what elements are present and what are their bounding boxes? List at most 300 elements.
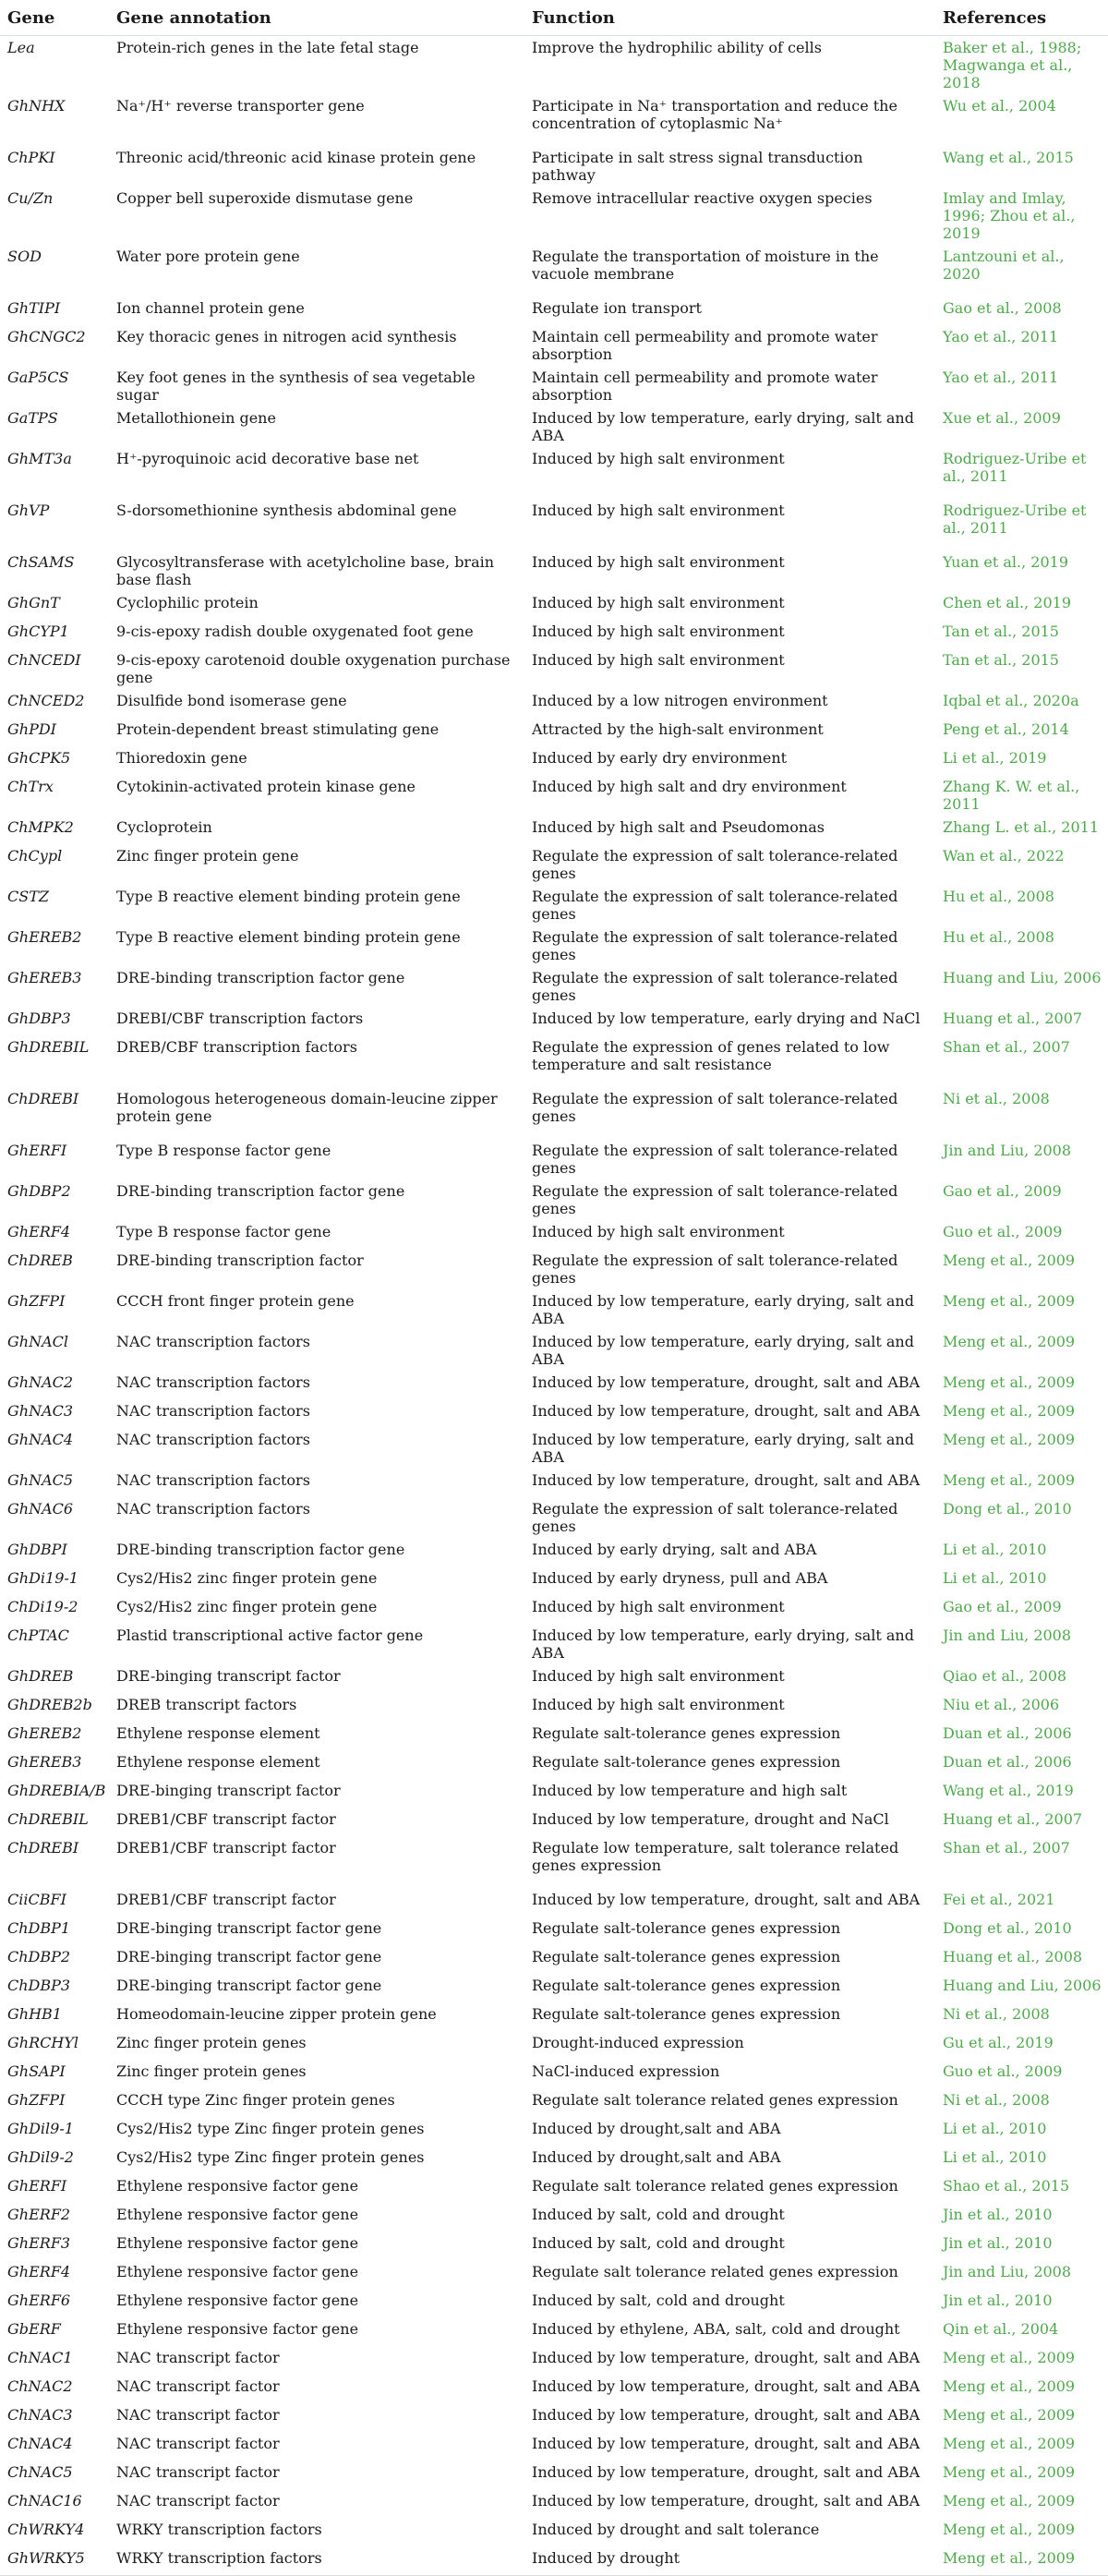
table-row	[0, 718, 1108, 746]
gene-cell: GhEREB2	[7, 1724, 82, 1742]
table-row	[0, 591, 1108, 620]
function-cell: NaCl-induced expression	[532, 2062, 720, 2080]
annotation-cell: Disulfide bond isomerase gene	[116, 692, 347, 709]
table-row	[0, 366, 1108, 406]
table-row	[0, 2518, 1108, 2546]
reference-link[interactable]: Yao et al., 2011	[943, 328, 1059, 345]
table-row	[0, 2260, 1108, 2289]
function-cell: Induced by a low nitrogen environment	[532, 692, 828, 709]
reference-link[interactable]: Dong et al., 2010	[943, 1919, 1072, 1937]
function-cell: Regulate low temperature, salt tolerance related genes expression	[532, 1839, 899, 1874]
reference-link[interactable]: Ni et al., 2008	[943, 1090, 1050, 1107]
annotation-cell: Cycloprotein	[116, 818, 212, 836]
table-body	[0, 36, 1108, 2576]
reference-link[interactable]: Gu et al., 2019	[943, 2034, 1054, 2051]
function-cell: Induced by low temperature, drought, salt and ABA	[532, 2349, 921, 2366]
function-cell: Induced by high salt and Pseudomonas	[532, 818, 825, 836]
table-row	[0, 146, 1108, 187]
reference-link[interactable]: Dong et al., 2010	[943, 1500, 1072, 1518]
function-cell: Induced by salt, cold and drought	[532, 2206, 785, 2223]
function-cell: Participate in Na⁺ transportation and reduce the concentration of cytoplasmic Na⁺	[532, 97, 897, 132]
function-cell: Regulate the expression of salt tolerance-related genes	[532, 1252, 898, 1287]
gene-cell: ChNAC4	[7, 2435, 73, 2452]
annotation-cell: DREB1/CBF transcript factor	[116, 1810, 336, 1828]
function-cell: Regulate salt-tolerance genes expression	[532, 2005, 841, 2023]
reference-link[interactable]: Zhang K. W. et al., 2011	[943, 778, 1080, 813]
reference-link[interactable]: Zhang L. et al., 2011	[943, 818, 1100, 836]
annotation-cell: NAC transcription factors	[116, 1373, 310, 1391]
table-row	[0, 844, 1108, 885]
reference-link[interactable]: Li et al., 2010	[943, 1569, 1047, 1587]
reference-link[interactable]: Meng et al., 2009	[943, 2377, 1076, 2395]
gene-cell: GhDi19-1	[7, 1569, 78, 1587]
annotation-cell: DREB1/CBF transcript factor	[116, 1839, 336, 1856]
annotation-cell: Key thoracic genes in nitrogen acid synthesis	[116, 328, 457, 345]
annotation-cell: Protein-dependent breast stimulating gene	[116, 720, 440, 738]
table-row	[0, 296, 1108, 325]
annotation-cell: Glycosyltransferase with acetylcholine base, brain base flash	[116, 553, 495, 588]
table-row	[0, 1974, 1108, 2002]
table-row	[0, 2317, 1108, 2346]
header-gene-annotation: Gene annotation	[109, 0, 524, 36]
table-row	[0, 1595, 1108, 1624]
table-row	[0, 746, 1108, 775]
annotation-cell: Ethylene response element	[116, 1724, 320, 1742]
gene-cell: GhNACl	[7, 1333, 68, 1350]
table-row	[0, 1538, 1108, 1566]
annotation-cell: 9-cis-epoxy carotenoid double oxygenation purchase gene	[116, 651, 511, 686]
annotation-cell: Zinc finger protein gene	[116, 847, 299, 865]
table-row	[0, 1808, 1108, 1836]
reference-link[interactable]: Hu et al., 2008	[943, 888, 1054, 905]
function-cell: Induced by low temperature, early drying, salt and ABA	[532, 409, 914, 444]
table-row	[0, 1779, 1108, 1808]
table-row	[0, 1007, 1108, 1035]
annotation-cell: Ethylene responsive factor gene	[116, 2234, 359, 2252]
reference-link[interactable]: Jin et al., 2010	[943, 2234, 1053, 2252]
header-row	[0, 0, 1108, 36]
gene-cell: GhNAC5	[7, 1471, 74, 1489]
reference-link[interactable]: Jin and Liu, 2008	[943, 1627, 1072, 1644]
annotation-cell: NAC transcription factors	[116, 1333, 310, 1350]
function-cell: Induced by low temperature, drought, salt and ABA	[532, 2463, 921, 2481]
function-cell: Induced by high salt environment	[532, 553, 785, 571]
annotation-cell: DREBI/CBF transcription factors	[116, 1010, 364, 1027]
reference-link[interactable]: Meng et al., 2009	[943, 1471, 1076, 1489]
reference-link[interactable]: Yuan et al., 2019	[943, 553, 1069, 571]
header-references: References	[935, 0, 1108, 36]
reference-link[interactable]: Rodriguez-Uribe et al., 2011	[943, 450, 1087, 485]
reference-link[interactable]: Li et al., 2010	[943, 2148, 1047, 2166]
reference-link[interactable]: Fei et al., 2021	[943, 1891, 1055, 1908]
table-row	[0, 2203, 1108, 2231]
reference-link[interactable]: Ni et al., 2008	[943, 2091, 1050, 2109]
table-row	[0, 925, 1108, 966]
table-row	[0, 2461, 1108, 2489]
function-cell: Induced by low temperature, early drying and NaCl	[532, 1010, 921, 1027]
reference-link[interactable]: Xue et al., 2009	[943, 409, 1061, 427]
reference-link[interactable]: Guo et al., 2009	[943, 2062, 1063, 2080]
reference-link[interactable]: Wang et al., 2019	[943, 1782, 1074, 1799]
reference-link[interactable]: Jin and Liu, 2008	[943, 2263, 1072, 2280]
gene-cell: GhCYP1	[7, 623, 69, 640]
reference-link[interactable]: Niu et al., 2006	[943, 1696, 1060, 1713]
table-row	[0, 94, 1108, 146]
gene-cell: GhERF4	[7, 2263, 71, 2280]
function-cell: Regulate the expression of salt tolerance-related genes	[532, 1500, 898, 1535]
table-row	[0, 1139, 1108, 1179]
gene-cell: ChNAC3	[7, 2406, 73, 2424]
reference-link[interactable]: Li et al., 2010	[943, 1541, 1047, 1558]
gene-cell: GhERFI	[7, 1142, 67, 1159]
table-row	[0, 1371, 1108, 1399]
reference-link[interactable]: Guo et al., 2009	[943, 1223, 1063, 1240]
gene-cell: GhHB1	[7, 2005, 62, 2023]
function-cell: Induced by high salt environment	[532, 502, 785, 519]
reference-link[interactable]: Meng et al., 2009	[943, 1402, 1076, 1420]
reference-link[interactable]: Rodriguez-Uribe et al., 2011	[943, 502, 1087, 537]
annotation-cell: Key foot genes in the synthesis of sea vegetable sugar	[116, 369, 476, 404]
function-cell: Induced by low temperature, drought, salt and ABA	[532, 2435, 921, 2452]
gene-cell: GhDREBIL	[7, 1038, 90, 1056]
reference-link[interactable]: Gao et al., 2009	[943, 1598, 1062, 1615]
function-cell: Regulate the expression of salt tolerance-related genes	[532, 888, 898, 923]
table-row	[0, 2146, 1108, 2174]
reference-link[interactable]: Huang et al., 2007	[943, 1010, 1083, 1027]
gene-cell: GhERF3	[7, 2234, 71, 2252]
gene-cell: ChNAC2	[7, 2377, 73, 2395]
header-function: Function	[524, 0, 935, 36]
function-cell: Regulate the expression of salt tolerance-related genes	[532, 928, 898, 963]
table-row	[0, 1836, 1108, 1888]
reference-link[interactable]: Jin and Liu, 2008	[943, 1142, 1072, 1159]
annotation-cell: CCCH type Zinc finger protein genes	[116, 2091, 395, 2109]
gene-cell: GaTPS	[7, 409, 58, 427]
annotation-cell: DRE-binging transcript factor gene	[116, 1977, 382, 1994]
reference-link[interactable]: Tan et al., 2015	[943, 623, 1059, 640]
table-row	[0, 775, 1108, 816]
annotation-cell: Protein-rich genes in the late fetal stage	[116, 39, 419, 56]
table-header	[0, 0, 1108, 36]
gene-cell: ChPTAC	[7, 1627, 69, 1644]
annotation-cell: DRE-binding transcription factor gene	[116, 969, 405, 986]
table-row	[0, 1693, 1108, 1722]
annotation-cell: NAC transcript factor	[116, 2463, 280, 2481]
table-row	[0, 1722, 1108, 1750]
annotation-cell: CCCH front finger protein gene	[116, 1292, 355, 1310]
table-row	[0, 2031, 1108, 2060]
reference-link[interactable]: Meng et al., 2009	[943, 1252, 1076, 1269]
annotation-cell: Ethylene responsive factor gene	[116, 2292, 359, 2309]
reference-link[interactable]: Meng et al., 2009	[943, 2463, 1076, 2481]
gene-cell: GhERF4	[7, 1223, 71, 1240]
table-row	[0, 1888, 1108, 1917]
reference-link[interactable]: Baker et al., 1988; Magwanga et al., 2018	[943, 39, 1082, 91]
annotation-cell: DRE-binding transcription factor	[116, 1252, 364, 1269]
annotation-cell: NAC transcript factor	[116, 2492, 280, 2509]
function-cell: Induced by high salt and dry environment	[532, 778, 847, 795]
reference-link[interactable]: Huang et al., 2008	[943, 1948, 1083, 1965]
reference-link[interactable]: Gao et al., 2009	[943, 1182, 1062, 1200]
reference-link[interactable]: Wan et al., 2022	[943, 847, 1065, 865]
function-cell: Regulate the expression of salt tolerance-related genes	[532, 847, 898, 882]
reference-link[interactable]: Li et al., 2019	[943, 749, 1047, 767]
function-cell: Induced by high salt environment	[532, 1696, 785, 1713]
function-cell: Induced by high salt environment	[532, 450, 785, 467]
annotation-cell: DRE-binging transcript factor gene	[116, 1948, 382, 1965]
gene-cell: GhSAPI	[7, 2062, 66, 2080]
function-cell: Regulate the expression of salt tolerance-related genes	[532, 969, 898, 1004]
table-row	[0, 885, 1108, 925]
table-row	[0, 2002, 1108, 2031]
reference-link[interactable]: Meng et al., 2009	[935, 2546, 1108, 2576]
reference-link[interactable]: Jin et al., 2010	[943, 2292, 1053, 2309]
gene-cell: GhNAC6	[7, 1500, 74, 1518]
annotation-cell: Threonic acid/threonic acid kinase protein gene	[116, 149, 476, 166]
function-cell: Regulate salt tolerance related genes expression	[532, 2177, 898, 2195]
table-row	[0, 2403, 1108, 2432]
annotation-cell: Homeodomain-leucine zipper protein gene	[116, 2005, 437, 2023]
annotation-cell: H⁺-pyroquinoic acid decorative base net	[116, 450, 419, 467]
annotation-cell: Cytokinin-activated protein kinase gene	[116, 778, 416, 795]
function-cell: Drought-induced expression	[532, 2034, 744, 2051]
function-cell: Maintain cell permeability and promote water absorption	[532, 369, 878, 404]
annotation-cell: Metallothionein gene	[116, 409, 276, 427]
annotation-cell: Cyclophilic protein	[116, 594, 259, 611]
table-row	[0, 406, 1108, 447]
annotation-cell: DREB transcript factors	[116, 1696, 297, 1713]
gene-cell: GhEREB3	[7, 1753, 82, 1771]
annotation-cell: Na⁺/H⁺ reverse transporter gene	[116, 97, 365, 115]
table-row	[0, 2546, 1108, 2576]
gene-cell: SOD	[7, 248, 42, 265]
reference-link[interactable]: Shan et al., 2007	[943, 1038, 1070, 1056]
function-cell: Induced by high salt environment	[532, 1223, 785, 1240]
gene-cell: ChTrx	[7, 778, 54, 795]
function-cell: Induced by drought	[524, 2546, 935, 2576]
reference-link[interactable]: Huang and Liu, 2006	[943, 969, 1102, 986]
function-cell: Induced by low temperature, drought, salt and ABA	[532, 2492, 921, 2509]
annotation-cell: NAC transcription factors	[116, 1402, 310, 1420]
table-row	[0, 1497, 1108, 1538]
table-row	[0, 816, 1108, 844]
annotation-cell: DREB/CBF transcription factors	[116, 1038, 357, 1056]
annotation-cell: Zinc finger protein genes	[116, 2062, 307, 2080]
reference-link[interactable]: Hu et al., 2008	[943, 928, 1054, 946]
reference-link[interactable]: Wang et al., 2015	[943, 149, 1074, 166]
annotation-cell: Type B response factor gene	[116, 1223, 331, 1240]
annotation-cell: Type B response factor gene	[116, 1142, 331, 1159]
table-row	[0, 1035, 1108, 1087]
reference-link[interactable]: Li et al., 2010	[943, 2120, 1047, 2137]
annotation-cell: Type B reactive element binding protein gene	[116, 888, 461, 905]
gene-cell: ChNAC5	[7, 2463, 73, 2481]
annotation-cell: Ethylene responsive factor gene	[116, 2177, 359, 2195]
table-row	[0, 1249, 1108, 1289]
gene-cell: GhZFPI	[7, 1292, 66, 1310]
table-row	[0, 36, 1108, 95]
function-cell: Induced by high salt environment	[532, 594, 785, 611]
annotation-cell: Ethylene responsive factor gene	[116, 2320, 359, 2338]
annotation-cell: NAC transcription factors	[116, 1471, 310, 1489]
gene-cell: ChWRKY4	[7, 2521, 85, 2538]
annotation-cell: NAC transcript factor	[116, 2377, 280, 2395]
function-cell: Remove intracellular reactive oxygen species	[532, 189, 873, 207]
table-row	[0, 499, 1108, 550]
gene-cell: ChPKI	[7, 149, 55, 166]
annotation-cell: Copper bell superoxide dismutase gene	[116, 189, 414, 207]
reference-link[interactable]: Duan et al., 2006	[943, 1724, 1072, 1742]
annotation-cell: Ion channel protein gene	[116, 299, 305, 317]
reference-link[interactable]: Meng et al., 2009	[943, 1333, 1076, 1350]
reference-link[interactable]: Meng et al., 2009	[943, 2435, 1076, 2452]
gene-cell: ChDREB	[7, 1252, 73, 1269]
table-row	[0, 1469, 1108, 1497]
reference-link[interactable]: Peng et al., 2014	[943, 720, 1069, 738]
table-row	[0, 1945, 1108, 1974]
annotation-cell: DRE-binging transcript factor gene	[116, 1919, 382, 1937]
function-cell: Induced by early dryness, pull and ABA	[532, 1569, 828, 1587]
reference-link[interactable]: Meng et al., 2009	[943, 2349, 1076, 2366]
gene-cell: GhZFPI	[7, 2091, 66, 2109]
gene-cell: GhRCHYl	[7, 2034, 79, 2051]
annotation-cell: Cys2/His2 zinc finger protein gene	[116, 1569, 378, 1587]
table-row	[0, 2289, 1108, 2317]
function-cell: Regulate salt-tolerance genes expression	[532, 1919, 841, 1937]
reference-link[interactable]: Chen et al., 2019	[943, 594, 1072, 611]
gene-cell: ChNCEDI	[7, 651, 81, 669]
gene-cell: GhNAC2	[7, 1373, 74, 1391]
reference-link[interactable]: Wu et al., 2004	[943, 97, 1056, 115]
gene-cell: CiiCBFI	[7, 1891, 66, 1908]
reference-link[interactable]: Qin et al., 2004	[943, 2320, 1059, 2338]
gene-cell: GhNAC4	[7, 1431, 74, 1448]
function-cell: Regulate the expression of salt tolerance-related genes	[532, 1182, 898, 1217]
table-row	[0, 245, 1108, 296]
annotation-cell: DRE-binging transcript factor	[116, 1782, 341, 1799]
function-cell: Regulate salt-tolerance genes expression	[532, 1724, 841, 1742]
annotation-cell: Zinc finger protein genes	[116, 2034, 307, 2051]
table-row	[0, 2432, 1108, 2461]
gene-cell: GhCNGC2	[7, 328, 86, 345]
gene-cell: ChNCED2	[7, 692, 85, 709]
function-cell: Regulate salt tolerance related genes expression	[532, 2091, 898, 2109]
reference-link[interactable]: Duan et al., 2006	[943, 1753, 1072, 1771]
table-row	[0, 1289, 1108, 1330]
reference-link[interactable]: Iqbal et al., 2020a	[943, 692, 1079, 709]
annotation-cell: S-dorsomethionine synthesis abdominal gene	[116, 502, 457, 519]
reference-link[interactable]: Meng et al., 2009	[943, 2521, 1076, 2538]
gene-cell: GhTIPI	[7, 299, 61, 317]
gene-cell: ChNAC16	[7, 2492, 82, 2509]
gene-cell: Lea	[7, 39, 35, 56]
reference-link[interactable]: Meng et al., 2009	[943, 1292, 1076, 1310]
function-cell: Induced by low temperature, drought, salt and ABA	[532, 2377, 921, 2395]
table-row	[0, 1399, 1108, 1428]
gene-cell: GhNAC3	[7, 1402, 74, 1420]
annotation-cell: NAC transcript factor	[116, 2406, 280, 2424]
table-row	[0, 966, 1108, 1007]
function-cell: Regulate salt tolerance related genes expression	[532, 2263, 898, 2280]
reference-link[interactable]: Imlay and Imlay, 1996; Zhou et al., 2019	[943, 189, 1076, 242]
reference-link[interactable]: Shan et al., 2007	[943, 1839, 1070, 1856]
function-cell: Induced by high salt environment	[532, 1667, 785, 1685]
annotation-cell: Cys2/His2 type Zinc finger protein genes	[116, 2120, 425, 2137]
gene-cell: GhMT3a	[7, 450, 72, 467]
function-cell: Induced by drought and salt tolerance	[532, 2521, 820, 2538]
function-cell: Induced by low temperature, early drying, salt and ABA	[532, 1333, 914, 1368]
reference-link[interactable]: Meng et al., 2009	[943, 1373, 1076, 1391]
function-cell: Induced by low temperature, drought and NaCl	[532, 1810, 889, 1828]
annotation-cell: WRKY transcription factors	[116, 2521, 322, 2538]
annotation-cell: DRE-binding transcription factor gene	[116, 1541, 405, 1558]
table-row	[0, 2088, 1108, 2117]
reference-link[interactable]: Meng et al., 2009	[943, 2406, 1076, 2424]
reference-link[interactable]: Gao et al., 2008	[943, 299, 1062, 317]
gene-cell: GbERF	[7, 2320, 61, 2338]
function-cell: Induced by low temperature, early drying, salt and ABA	[532, 1431, 914, 1466]
function-cell: Induced by low temperature, drought, salt and ABA	[532, 1891, 921, 1908]
gene-cell: GhDBP2	[7, 1182, 71, 1200]
table-row	[0, 325, 1108, 366]
reference-link[interactable]: Qiao et al., 2008	[943, 1667, 1067, 1685]
gene-cell: GhCPK5	[7, 749, 71, 767]
function-cell: Induced by low temperature, drought, salt and ABA	[532, 1402, 921, 1420]
table-row	[0, 648, 1108, 689]
reference-link[interactable]: Tan et al., 2015	[943, 651, 1059, 669]
annotation-cell: Cys2/His2 zinc finger protein gene	[116, 1598, 378, 1615]
function-cell: Regulate salt-tolerance genes expression	[532, 1977, 841, 1994]
gene-cell: GhDBPI	[7, 1541, 67, 1558]
reference-link[interactable]: Meng et al., 2009	[943, 1431, 1076, 1448]
gene-cell: GhDREB2b	[7, 1696, 92, 1713]
annotation-cell: Homologous heterogeneous domain-leucine zipper protein gene	[116, 1090, 498, 1125]
function-cell: Regulate the expression of salt tolerance-related genes	[532, 1090, 898, 1125]
annotation-cell: 9-cis-epoxy radish double oxygenated foot gene	[116, 623, 474, 640]
reference-link[interactable]: Meng et al., 2009	[943, 2492, 1076, 2509]
table-row	[0, 1664, 1108, 1693]
function-cell: Induced by high salt environment	[532, 651, 785, 669]
gene-cell: GhDBP3	[7, 1010, 71, 1027]
gene-cell: GhNHX	[7, 97, 66, 115]
function-cell: Regulate the transportation of moisture in the vacuole membrane	[532, 248, 879, 283]
table-row	[0, 1087, 1108, 1139]
function-cell: Induced by salt, cold and drought	[532, 2292, 785, 2309]
gene-cell: GhDREB	[7, 1667, 74, 1685]
annotation-cell: WRKY transcription factors	[109, 2546, 524, 2576]
annotation-cell: Ethylene responsive factor gene	[116, 2206, 359, 2223]
gene-cell: ChDBP1	[7, 1919, 71, 1937]
reference-link[interactable]: Ni et al., 2008	[943, 2005, 1050, 2023]
table-row	[0, 1750, 1108, 1779]
annotation-cell: NAC transcription factors	[116, 1500, 310, 1518]
gene-cell: GhVP	[7, 502, 50, 519]
function-cell: Induced by early drying, salt and ABA	[532, 1541, 817, 1558]
gene-cell: GhDil9-2	[7, 2148, 74, 2166]
reference-link[interactable]: Shao et al., 2015	[943, 2177, 1070, 2195]
gene-cell: ChDi19-2	[7, 1598, 78, 1615]
gene-cell: GhERF6	[7, 2292, 71, 2309]
function-cell: Attracted by the high-salt environment	[532, 720, 824, 738]
reference-link[interactable]: Huang et al., 2007	[943, 1810, 1083, 1828]
reference-link[interactable]: Yao et al., 2011	[943, 369, 1059, 386]
function-cell: Induced by low temperature, drought, salt and ABA	[532, 1471, 921, 1489]
reference-link[interactable]: Jin et al., 2010	[943, 2206, 1053, 2223]
function-cell: Induced by drought,salt and ABA	[532, 2148, 781, 2166]
reference-link[interactable]: Lantzouni et al., 2020	[943, 248, 1065, 283]
gene-cell: GhGnT	[7, 594, 60, 611]
reference-link[interactable]: Huang and Liu, 2006	[943, 1977, 1102, 1994]
